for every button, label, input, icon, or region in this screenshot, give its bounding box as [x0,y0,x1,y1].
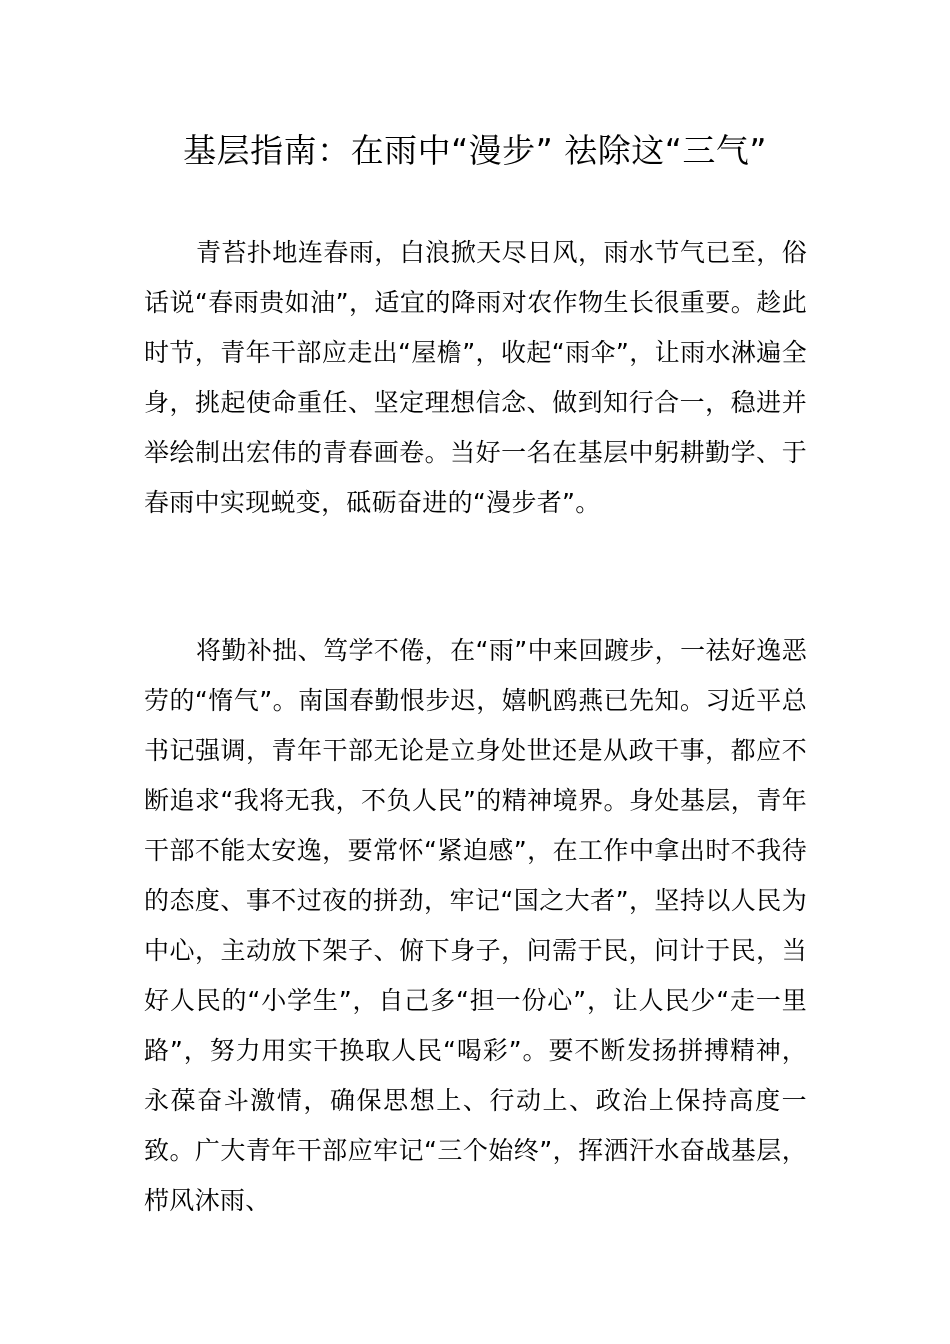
paragraph-body: 将勤补拙、笃学不倦，在“雨”中来回踱步，一祛好逸恶劳的“惰气”。南国春勤恨步迟，嬉帆鸥燕已先知。习近平总书记强调，青年干部无论是立身处世还是从政干事，都应不断追求“我将无我，不负人民”的精神境界。身处基层，青年干部不能太安逸，要常怀“紧迫感”，在工作中拿出时不我待的态度、事不过夜的拼劲，牢记“国之大者”，坚持以人民为中心，主动放下架子、俯下身子，问需于民，问计于民，当好人民的“小学生”，自己多“担一份心”，让人民少“走一里路”，努力用实干换取人民“喝彩”。要不断发扬拼搏精神，永葆奋斗激情，确保思想上、行动上、政治上保持高度一致。广大青年干部应牢记“三个始终”，挥洒汗水奋战基层，栉风沐雨、 [144,636,807,1215]
document-title: 基层指南：在雨中“漫步” 祛除这“三气” [183,131,767,170]
paragraph-intro: 青苔扑地连春雨，白浪掀天尽日风，雨水节气已至，俗话说“春雨贵如油”，适宜的降雨对农作物生长很重要。趁此时节，青年干部应走出“屋檐”，收起“雨伞”，让雨水淋遍全身，挑起使命重任、坚定理想信念、做到知行合一，稳进并举绘制出宏伟的青春画卷。当好一名在基层中躬耕勤学、于春雨中实现蜕变，砥砺奋进的“漫步者”。 [144,238,807,517]
